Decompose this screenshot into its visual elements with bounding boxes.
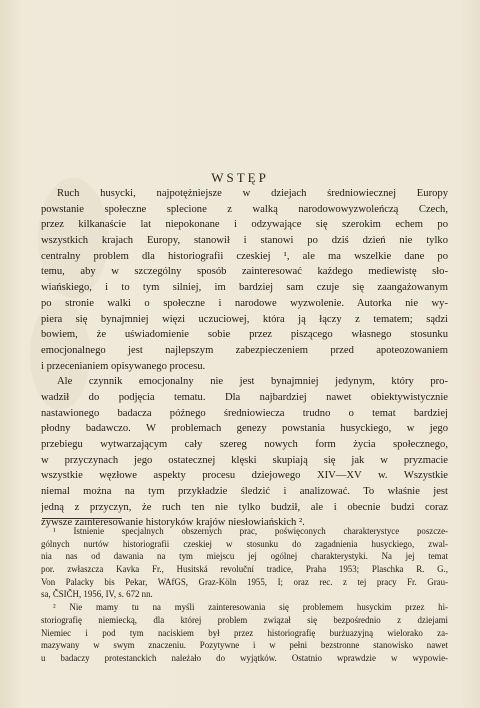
text-line: powstanie społeczne splecione z walką narodowowyzwoleńczą Czech, <box>41 203 448 215</box>
footnote-line: Von Palacky bis Pekar, WAfGS, Graz-Köln 1955, I; oraz rec. z tej pracy Fr. Grau- <box>41 576 448 587</box>
text-line: Ale czynnik emocjonalny nie jest bynajmniej jedynym, który pro- <box>57 376 448 388</box>
text-line: przebiegu wytwarzającym cały szereg nowych form życia społecznego, <box>41 439 448 450</box>
text-line: w przyczynach jego ostatecznej klęski skupiają się jak w pryzmacie <box>41 454 448 466</box>
footnote-line: gólnych nurtów historiografii czeskiej w stosunku do zagadnienia husyckiego, zwal- <box>41 538 448 549</box>
main-text <box>41 186 448 531</box>
footnote-line: u badaczy protestanckich należało do wyjątków. Ostatnio wprawdzie w wypowie- <box>41 652 448 663</box>
text-line: żywsze zainteresowanie historyków krajów niesłowiańskich ². <box>41 517 305 529</box>
text-line: wszystkich krajach Europy, stanowił i stanowi po dziś dzień nie tylko <box>41 235 448 247</box>
footnote-line: sa, ČSIČH, 1956, IV, s. 672 nn. <box>41 589 153 600</box>
text-line: wadził do podjęcia tematu. Dla najbardziej nawet obiektywistycznie <box>41 391 448 403</box>
text-line: i przecenianiem opisywanego procesu. <box>41 360 206 372</box>
footnote-line: nia nas od dawania na tym miejscu jej ogólnej charakterystyki. Na jej temat <box>41 551 448 562</box>
text-line: płodny badawczo. W problemach genezy powstania husyckiego, w jego <box>41 423 448 435</box>
footnote-line: por. zwłaszcza Kavka Fr., Husitská revoluční tradice, Praha 1953; Plaschka R. G., <box>41 564 448 575</box>
text-line: wiańskiego, i to tym silniej, im bardziej sam czuje się zaangażowanym <box>41 282 448 294</box>
text-line: bowiem, że uświadomienie sobie przez piszącego własnego stosunku <box>41 329 448 341</box>
text-line: piera się bynajmniej więzi uczuciowej, która ją łączy z tematem; sądzi <box>41 313 448 325</box>
text-line: temu, aby w szczególny sposób zainteresować każdego mediewistę sło- <box>41 266 448 278</box>
text-line: jedną z przyczyn, że ruch ten nie tylko budził, ale i obecnie budzi coraz <box>41 501 448 513</box>
text-line: nastawionego badacza późnego średniowiecza trudno o temat bardziej <box>41 407 448 419</box>
footnotes <box>41 525 448 665</box>
text-line: emocjonalnego jest najlepszym zabezpieczeniem przed apoteozowaniem <box>41 344 448 356</box>
text-line: centralny problem dla historiografii czeskiej ¹, ale ma wszelkie dane po <box>41 250 448 262</box>
chapter-heading: WSTĘP <box>211 170 269 185</box>
text-line: po stronie walki o społeczne i narodowe wyzwolenie. Autorka nie wy- <box>41 297 448 309</box>
footnote-line: mazywany w swym znaczeniu. Pozytywne i w pełni bezstronne stanowisko nawet <box>41 640 448 651</box>
text-line: wszystkie węzłowe aspekty procesu dziejowego XIV—XV w. Wszystkie <box>41 470 448 482</box>
text-line: Ruch husycki, najpotężniejsze w dziejach średniowiecznej Europy <box>57 188 448 199</box>
footnote-line: ¹ Istnienie specjalnych obszernych prac, poświęconych charakterystyce poszcze- <box>53 526 448 536</box>
footnote-line: Niemiec i pod tym naciskiem był przez historiografię burżuazyjną wielorako za- <box>41 627 448 638</box>
footnote-line: storiografię niemiecką, dla której problem związał się bezpośrednio z dziejami <box>41 614 448 625</box>
text-line: niemal można na tym przykładzie śledzić i analizować. To właśnie jest <box>41 486 448 498</box>
footnote-separator <box>42 518 122 519</box>
footnote-line: ² Nie mamy tu na myśli zainteresowania się problemem husyckim przez hi- <box>53 602 448 613</box>
text-line: przez kilkanaście lat niepokonane i odzywające się szerokim echem po <box>41 219 448 231</box>
